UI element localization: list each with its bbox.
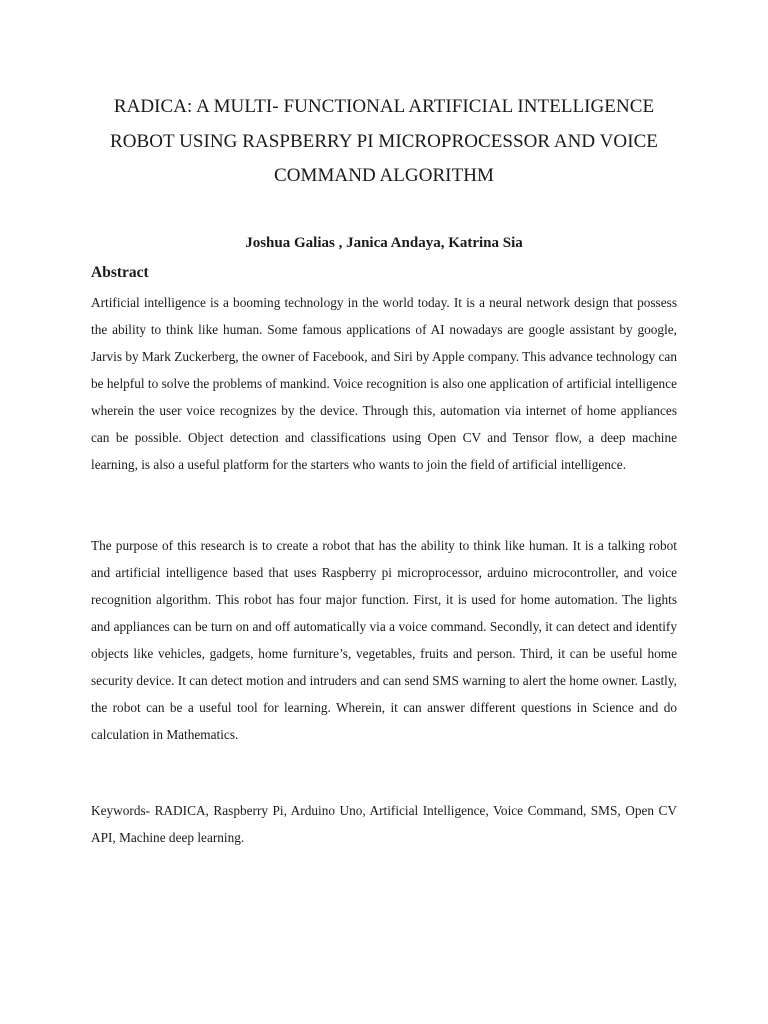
- author-list: Joshua Galias , Janica Andaya, Katrina Sia: [245, 235, 523, 251]
- title-line: RADICA: A MULTI- FUNCTIONAL ARTIFICIAL INTELLIGENCE: [113, 96, 655, 117]
- abstract-heading: Abstract: [91, 264, 149, 281]
- title-line: ROBOT USING RASPBERRY PI MICROPROCESSOR AND VOICE: [110, 130, 658, 152]
- abstract-paragraph: Artificial intelligence is a booming technology in the world today. It is a neural network design that possess the ability to think like human. Some famous applications of AI nowadays are google assistant by google, Jarvis by Mark Zuckerberg, the owner of Facebook, and Siri by Apple company. This advance technology can be helpful to solve the problems of mankind. Voice recognition is also one application of artificial intelligence wherein the user voice recognizes by the device. Through this, automation via internet of home appliances can be possible. Object detection and classifications using Open CV and Tensor flow, a deep machine learning, is also a useful platform for the starters who wants to join the field of artificial intelligence.: [91, 295, 677, 472]
- abstract-paragraph: The purpose of this research is to create a robot that has the ability to think like human. It is a talking robot and artificial intelligence based that uses Raspberry pi microprocessor, arduino microcontroller, and voice recognition algorithm. This robot has four major function. First, it is used for home automation. The lights and appliances can be turn on and off automatically via a voice command. Secondly, it can detect and identify objects like vehicles, gadgets, home furniture’s, vegetables, fruits and person. Third, it can be useful home security device. It can detect motion and intruders and can send SMS warning to alert the home owner. Lastly, the robot can be a useful tool for learning. Wherein, it can answer different questions in Science and do calculation in Mathematics.: [91, 538, 677, 742]
- title-line: COMMAND ALGORITHM: [274, 165, 494, 186]
- keywords-paragraph: Keywords- RADICA, Raspberry Pi, Arduino Uno, Artificial Intelligence, Voice Command, SMS, Open CV API, Machine deep learning.: [91, 803, 677, 845]
- paper-title: [60, 90, 708, 194]
